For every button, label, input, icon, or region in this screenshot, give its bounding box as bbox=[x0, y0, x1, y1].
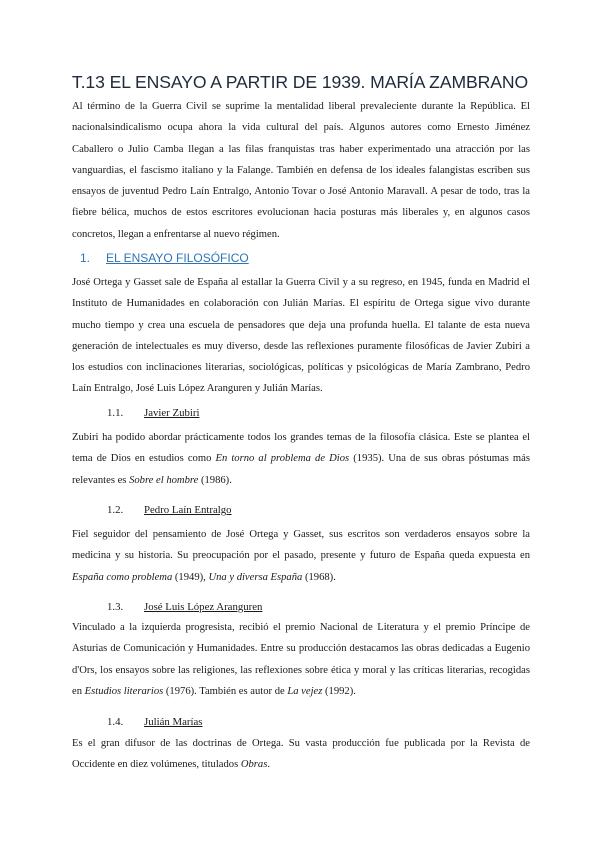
work-title: En torno al problema de Dios bbox=[215, 453, 350, 465]
paragraph-text: . bbox=[267, 759, 271, 771]
subheading-number: 1.2. bbox=[107, 504, 124, 516]
work-title: Estudios literarios bbox=[84, 685, 164, 697]
paragraph-text: (1935). Una de sus obras póstumas más relevantes es bbox=[72, 453, 530, 486]
page-title: T.13 EL ENSAYO A PARTIR DE 1939. MARÍA ZAMBRANO bbox=[71, 72, 529, 92]
paragraph-text: (1976). También es autor de bbox=[163, 685, 288, 697]
section-heading-1 bbox=[80, 251, 249, 265]
paragraph-text: (1992). bbox=[322, 685, 356, 697]
subheading-number: 1.3. bbox=[107, 601, 124, 613]
subheading-title: José Luis López Aranguren bbox=[144, 601, 263, 613]
subheading-title: Pedro Laín Entralgo bbox=[144, 504, 232, 516]
section1-paragraph: José Ortega y Gasset sale de España al estallar la Guerra Civil y a su regreso, en 1945, funda en Madrid el Instituto de Humanidades en colaboración con Julián Marías. El espíritu de Ortega sigue vivo durante mucho tiempo y crea una escuela de pensadores que deja una profunda huella. El talante de esta nueva generación de intelectuales es muy diverso, desde las reflexiones puramente filosóficas de Javier Zubiri a los estudios con inclinaciones literarias, sociológicas, políticas y psicológicas de María Zambrano, Pedro Laín Entralgo, José Luis López Aranguren y Julián Marías. bbox=[72, 277, 530, 395]
zubiri-paragraph bbox=[72, 427, 530, 491]
intro-paragraph: Al término de la Guerra Civil se suprime la mentalidad liberal prevaleciente durante la República. El nacionalsindicalismo ocupa ahora la vida cultural del país. Algunos autores como Ernesto Jiménez Caballero o Julio Camba llegan a las filas franquistas tras haber experimentado una atracción por las vanguardias, el fascismo italiano y la Falange. También en defensa de los ideales falangistas escriben sus ensayos de juventud Pedro Laín Entralgo, Antonio Tovar o José Antonio Maravall. A pesar de todo, tras la fiebre bélica, muchos de estos escritores evolucionan hacia posturas más liberales y, en algunos casos concretos, llegan a enfrentarse al nuevo régimen. bbox=[72, 101, 530, 240]
aranguren-paragraph bbox=[72, 617, 530, 702]
paragraph-text: Zubiri ha podido abordar prácticamente todos los grandes temas de la filosofía clásica. Este se plantea el tema de Dios en estudios como bbox=[72, 432, 530, 465]
subheading-number: 1.4. bbox=[107, 716, 124, 728]
paragraph-text: (1968). bbox=[302, 571, 336, 583]
paragraph-text: Es el gran difusor de las doctrinas de Ortega. Su vasta producción fue publicada por la Revista de Occidente en diez volúmenes, titulados bbox=[72, 738, 530, 771]
work-title: Una y diversa España bbox=[208, 571, 303, 583]
subheading-aranguren bbox=[107, 601, 262, 613]
subheading-zubiri bbox=[107, 407, 199, 419]
work-title: Sobre el hombre bbox=[129, 474, 199, 486]
section-number: 1. bbox=[80, 251, 91, 265]
paragraph-text: (1949), bbox=[172, 571, 209, 583]
subheading-title: Julián Marías bbox=[144, 716, 203, 728]
marias-paragraph bbox=[72, 733, 530, 776]
subheading-number: 1.1. bbox=[107, 407, 124, 419]
paragraph-text: Vinculado a la izquierda progresista, recibió el premio Nacional de Literatura y el premio Príncipe de Asturias de Comunicación y Humanidades. Entre su producción destacamos las obras dedicadas a Eugenio d'Ors, los ensayos sobre las religiones, las reflexiones sobre ética y moral y las críticas literarias, recogidas en bbox=[72, 622, 530, 697]
lain-paragraph bbox=[72, 524, 530, 588]
work-title: España como problema bbox=[72, 571, 173, 583]
subheading-title: Javier Zubiri bbox=[144, 407, 200, 419]
subheading-lain bbox=[107, 504, 232, 516]
subheading-marias bbox=[107, 716, 202, 728]
paragraph-text: Fiel seguidor del pensamiento de José Ortega y Gasset, sus escritos son verdaderos ensayos sobre la medicina y su historia. Su preocupación por el pasado, presente y futuro de España queda expuesta en bbox=[72, 529, 530, 562]
paragraph-text: (1986). bbox=[198, 474, 232, 486]
work-title: La vejez bbox=[287, 685, 323, 697]
section-title: EL ENSAYO FILOSÓFICO bbox=[106, 251, 249, 265]
work-title: Obras bbox=[240, 759, 268, 771]
